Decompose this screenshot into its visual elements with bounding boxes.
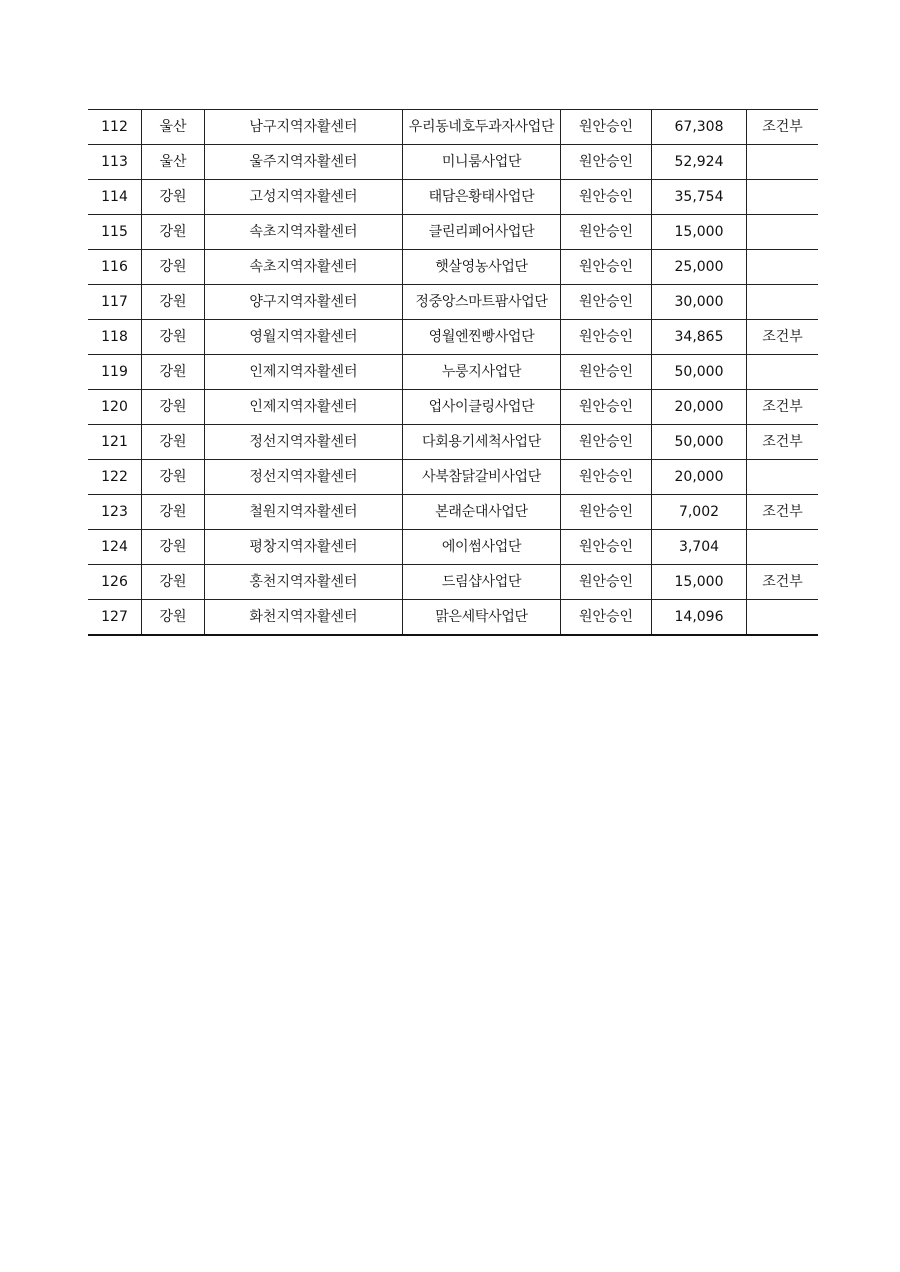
- center-name-cell: 인제지역자활센터: [205, 355, 403, 390]
- row-number-cell: 113: [88, 145, 142, 180]
- condition-cell: 조건부: [747, 110, 819, 145]
- business-group-cell: 맑은세탁사업단: [403, 600, 561, 636]
- amount-cell: 20,000: [652, 460, 747, 495]
- center-name-cell: 남구지역자활센터: [205, 110, 403, 145]
- region-cell: 강원: [142, 180, 205, 215]
- amount-cell: 25,000: [652, 250, 747, 285]
- amount-cell: 52,924: [652, 145, 747, 180]
- center-name-cell: 고성지역자활센터: [205, 180, 403, 215]
- region-cell: 강원: [142, 565, 205, 600]
- table-row: [88, 495, 818, 530]
- amount-cell: 20,000: [652, 390, 747, 425]
- row-number-cell: 116: [88, 250, 142, 285]
- table-row: [88, 425, 818, 460]
- business-group-cell: 누룽지사업단: [403, 355, 561, 390]
- condition-cell: 조건부: [747, 425, 819, 460]
- row-number-cell: 123: [88, 495, 142, 530]
- region-cell: 강원: [142, 530, 205, 565]
- condition-cell: [747, 145, 819, 180]
- center-name-cell: 정선지역자활센터: [205, 425, 403, 460]
- condition-cell: [747, 530, 819, 565]
- region-cell: 강원: [142, 390, 205, 425]
- row-number-cell: 115: [88, 215, 142, 250]
- amount-cell: 3,704: [652, 530, 747, 565]
- approval-status-cell: 원안승인: [561, 565, 652, 600]
- table-row: [88, 600, 818, 636]
- approval-status-cell: 원안승인: [561, 110, 652, 145]
- business-group-cell: 사북참닭갈비사업단: [403, 460, 561, 495]
- row-number-cell: 112: [88, 110, 142, 145]
- center-name-cell: 철원지역자활센터: [205, 495, 403, 530]
- region-cell: 울산: [142, 145, 205, 180]
- row-number-cell: 124: [88, 530, 142, 565]
- approval-status-cell: 원안승인: [561, 530, 652, 565]
- business-group-cell: 우리동네호두과자사업단: [403, 110, 561, 145]
- approval-status-cell: 원안승인: [561, 180, 652, 215]
- center-name-cell: 속초지역자활센터: [205, 215, 403, 250]
- amount-cell: 50,000: [652, 355, 747, 390]
- table-row: [88, 565, 818, 600]
- table-row: [88, 110, 818, 145]
- condition-cell: [747, 180, 819, 215]
- table-row: [88, 390, 818, 425]
- region-cell: 강원: [142, 495, 205, 530]
- condition-cell: 조건부: [747, 390, 819, 425]
- business-group-cell: 업사이클링사업단: [403, 390, 561, 425]
- approval-status-cell: 원안승인: [561, 320, 652, 355]
- business-group-cell: 영월엔찐빵사업단: [403, 320, 561, 355]
- condition-cell: [747, 460, 819, 495]
- center-name-cell: 인제지역자활센터: [205, 390, 403, 425]
- row-number-cell: 118: [88, 320, 142, 355]
- center-name-cell: 평창지역자활센터: [205, 530, 403, 565]
- region-cell: 강원: [142, 425, 205, 460]
- row-number-cell: 122: [88, 460, 142, 495]
- amount-cell: 50,000: [652, 425, 747, 460]
- center-name-cell: 홍천지역자활센터: [205, 565, 403, 600]
- approval-status-cell: 원안승인: [561, 215, 652, 250]
- table-row: [88, 145, 818, 180]
- business-group-cell: 미니룸사업단: [403, 145, 561, 180]
- business-group-cell: 본래순대사업단: [403, 495, 561, 530]
- amount-cell: 34,865: [652, 320, 747, 355]
- region-cell: 강원: [142, 285, 205, 320]
- row-number-cell: 117: [88, 285, 142, 320]
- condition-cell: [747, 250, 819, 285]
- region-cell: 강원: [142, 600, 205, 636]
- amount-cell: 35,754: [652, 180, 747, 215]
- business-group-cell: 다회용기세척사업단: [403, 425, 561, 460]
- row-number-cell: 114: [88, 180, 142, 215]
- condition-cell: [747, 355, 819, 390]
- condition-cell: [747, 215, 819, 250]
- table-row: [88, 460, 818, 495]
- region-cell: 강원: [142, 215, 205, 250]
- condition-cell: 조건부: [747, 495, 819, 530]
- business-group-cell: 햇살영농사업단: [403, 250, 561, 285]
- table-row: [88, 250, 818, 285]
- table-row: [88, 530, 818, 565]
- table-row: [88, 320, 818, 355]
- region-cell: 강원: [142, 460, 205, 495]
- center-name-cell: 정선지역자활센터: [205, 460, 403, 495]
- condition-cell: 조건부: [747, 320, 819, 355]
- center-name-cell: 양구지역자활센터: [205, 285, 403, 320]
- row-number-cell: 121: [88, 425, 142, 460]
- row-number-cell: 127: [88, 600, 142, 636]
- business-group-cell: 에이썸사업단: [403, 530, 561, 565]
- table-row: [88, 285, 818, 320]
- amount-cell: 7,002: [652, 495, 747, 530]
- center-name-cell: 울주지역자활센터: [205, 145, 403, 180]
- amount-cell: 15,000: [652, 565, 747, 600]
- amount-cell: 67,308: [652, 110, 747, 145]
- condition-cell: [747, 600, 819, 636]
- center-name-cell: 속초지역자활센터: [205, 250, 403, 285]
- condition-cell: [747, 285, 819, 320]
- row-number-cell: 119: [88, 355, 142, 390]
- row-number-cell: 120: [88, 390, 142, 425]
- center-name-cell: 영월지역자활센터: [205, 320, 403, 355]
- approval-status-cell: 원안승인: [561, 425, 652, 460]
- approval-status-cell: 원안승인: [561, 460, 652, 495]
- approval-status-cell: 원안승인: [561, 145, 652, 180]
- region-cell: 강원: [142, 320, 205, 355]
- approval-status-cell: 원안승인: [561, 495, 652, 530]
- center-name-cell: 화천지역자활센터: [205, 600, 403, 636]
- approval-status-cell: 원안승인: [561, 285, 652, 320]
- amount-cell: 14,096: [652, 600, 747, 636]
- business-group-cell: 드림샵사업단: [403, 565, 561, 600]
- table-row: [88, 355, 818, 390]
- region-cell: 울산: [142, 110, 205, 145]
- business-group-cell: 태담은황태사업단: [403, 180, 561, 215]
- business-group-cell: 클린리페어사업단: [403, 215, 561, 250]
- row-number-cell: 126: [88, 565, 142, 600]
- condition-cell: 조건부: [747, 565, 819, 600]
- amount-cell: 15,000: [652, 215, 747, 250]
- table-row: [88, 215, 818, 250]
- amount-cell: 30,000: [652, 285, 747, 320]
- approval-status-cell: 원안승인: [561, 390, 652, 425]
- approval-status-cell: 원안승인: [561, 355, 652, 390]
- business-group-cell: 정중앙스마트팜사업단: [403, 285, 561, 320]
- approval-table-body: [88, 110, 818, 636]
- approval-status-cell: 원안승인: [561, 250, 652, 285]
- region-cell: 강원: [142, 355, 205, 390]
- approval-status-cell: 원안승인: [561, 600, 652, 636]
- approval-table: [88, 109, 818, 636]
- table-row: [88, 180, 818, 215]
- region-cell: 강원: [142, 250, 205, 285]
